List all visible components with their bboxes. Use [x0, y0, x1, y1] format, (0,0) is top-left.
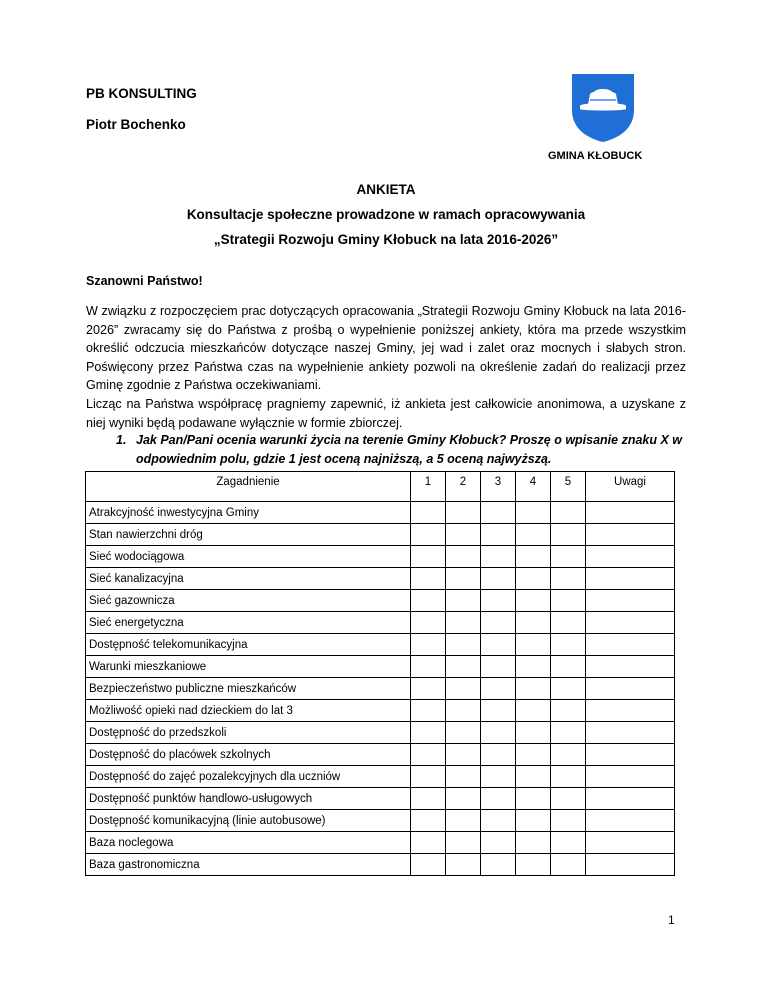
rating-table: [85, 471, 675, 876]
score-cell-1[interactable]: [411, 678, 446, 700]
row-topic: Baza gastronomiczna: [86, 854, 411, 876]
score-cell-3[interactable]: [481, 832, 516, 854]
table-row: [86, 810, 675, 832]
notes-cell[interactable]: [586, 568, 675, 590]
header-score-4: 4: [516, 472, 551, 502]
score-cell-5[interactable]: [551, 854, 586, 876]
notes-cell[interactable]: [586, 590, 675, 612]
notes-cell[interactable]: [586, 634, 675, 656]
municipality-name: GMINA KŁOBUCK: [548, 150, 643, 162]
score-cell-1[interactable]: [411, 700, 446, 722]
score-cell-3[interactable]: [481, 524, 516, 546]
score-cell-5[interactable]: [551, 612, 586, 634]
score-cell-1[interactable]: [411, 546, 446, 568]
score-cell-3[interactable]: [481, 502, 516, 524]
header-score-2: 2: [446, 472, 481, 502]
table-row: [86, 744, 675, 766]
score-cell-2[interactable]: [446, 612, 481, 634]
score-cell-2[interactable]: [446, 788, 481, 810]
score-cell-3[interactable]: [481, 678, 516, 700]
table-row: [86, 590, 675, 612]
score-cell-4[interactable]: [516, 546, 551, 568]
score-cell-1[interactable]: [411, 656, 446, 678]
score-cell-5[interactable]: [551, 524, 586, 546]
notes-cell[interactable]: [586, 502, 675, 524]
score-cell-2[interactable]: [446, 700, 481, 722]
score-cell-2[interactable]: [446, 524, 481, 546]
score-cell-2[interactable]: [446, 854, 481, 876]
row-topic: Dostępność do zajęć pozalekcyjnych dla uczniów: [86, 766, 411, 788]
question-number: 1.: [116, 433, 127, 447]
company-name: PB KONSULTING: [86, 86, 197, 101]
score-cell-4[interactable]: [516, 590, 551, 612]
score-cell-1[interactable]: [411, 568, 446, 590]
score-cell-2[interactable]: [446, 766, 481, 788]
table-row: [86, 854, 675, 876]
score-cell-4[interactable]: [516, 700, 551, 722]
score-cell-5[interactable]: [551, 832, 586, 854]
strategy-title: „Strategii Rozwoju Gminy Kłobuck na lata 2016-2026”: [213, 232, 559, 247]
table-row: [86, 634, 675, 656]
score-cell-3[interactable]: [481, 612, 516, 634]
score-cell-1[interactable]: [411, 854, 446, 876]
score-cell-4[interactable]: [516, 766, 551, 788]
score-cell-2[interactable]: [446, 678, 481, 700]
score-cell-3[interactable]: [481, 744, 516, 766]
row-topic: Dostępność do przedszkoli: [86, 722, 411, 744]
table-row: [86, 502, 675, 524]
score-cell-2[interactable]: [446, 832, 481, 854]
header-score-5: 5: [551, 472, 586, 502]
row-topic: Warunki mieszkaniowe: [86, 656, 411, 678]
score-cell-1[interactable]: [411, 744, 446, 766]
score-cell-3[interactable]: [481, 810, 516, 832]
header-topic: Zagadnienie: [86, 472, 411, 502]
header-notes: Uwagi: [586, 472, 675, 502]
score-cell-2[interactable]: [446, 634, 481, 656]
question-1: [116, 431, 686, 469]
score-cell-3[interactable]: [481, 590, 516, 612]
title-block: [86, 177, 686, 252]
score-cell-4[interactable]: [516, 744, 551, 766]
table-row: [86, 722, 675, 744]
question-text: Jak Pan/Pani ocenia warunki życia na terenie Gminy Kłobuck? Proszę o wpisanie znaku X w odpowiednim polu, gdzie 1 jest oceną najniższą, a 5 oceną najwyższą.: [136, 433, 683, 466]
table-row: [86, 612, 675, 634]
coat-of-arms-icon: [570, 72, 636, 144]
table-row: [86, 788, 675, 810]
table-row: [86, 832, 675, 854]
notes-cell[interactable]: [586, 788, 675, 810]
score-cell-4[interactable]: [516, 634, 551, 656]
score-cell-1[interactable]: [411, 766, 446, 788]
row-topic: Możliwość opieki nad dzieckiem do lat 3: [86, 700, 411, 722]
score-cell-5[interactable]: [551, 722, 586, 744]
notes-cell[interactable]: [586, 832, 675, 854]
score-cell-5[interactable]: [551, 502, 586, 524]
table-header-row: [86, 472, 675, 502]
score-cell-5[interactable]: [551, 678, 586, 700]
notes-cell[interactable]: [586, 766, 675, 788]
table-row: [86, 766, 675, 788]
score-cell-1[interactable]: [411, 788, 446, 810]
score-cell-4[interactable]: [516, 568, 551, 590]
score-cell-5[interactable]: [551, 590, 586, 612]
score-cell-2[interactable]: [446, 546, 481, 568]
notes-cell[interactable]: [586, 612, 675, 634]
score-cell-3[interactable]: [481, 700, 516, 722]
document-subtitle: Konsultacje społeczne prowadzone w ramach opracowywania: [186, 207, 586, 222]
row-topic: Baza noclegowa: [86, 832, 411, 854]
score-cell-3[interactable]: [481, 568, 516, 590]
greeting: Szanowni Państwo!: [86, 274, 203, 288]
score-cell-2[interactable]: [446, 502, 481, 524]
table-row: [86, 546, 675, 568]
row-topic: Dostępność do placówek szkolnych: [86, 744, 411, 766]
score-cell-2[interactable]: [446, 568, 481, 590]
score-cell-3[interactable]: [481, 788, 516, 810]
score-cell-1[interactable]: [411, 612, 446, 634]
row-topic: Sieć gazownicza: [86, 590, 411, 612]
score-cell-2[interactable]: [446, 744, 481, 766]
score-cell-1[interactable]: [411, 524, 446, 546]
table-row: [86, 568, 675, 590]
intro-paragraph: W związku z rozpoczęciem prac dotyczących opracowania „Strategii Rozwoju Gminy Kłobuck na lata 2016-2026” zwracamy się do Państwa z prośbą o wypełnienie poniższej ankiety, która ma przede wszystkim określić odczucia mieszkańców dotyczące naszej Gminy, jej wad i zalet oraz mocnych i słabych stron. Poświęcony przez Państwa czas na wypełnienie ankiety pozwoli na określenie zadań do realizacji przez Gminę zgodnie z Państwa oczekiwaniami.: [86, 304, 686, 393]
score-cell-2[interactable]: [446, 722, 481, 744]
table-row: [86, 678, 675, 700]
notes-cell[interactable]: [586, 524, 675, 546]
score-cell-1[interactable]: [411, 634, 446, 656]
table-row: [86, 700, 675, 722]
score-cell-4[interactable]: [516, 810, 551, 832]
score-cell-5[interactable]: [551, 656, 586, 678]
notes-cell[interactable]: [586, 854, 675, 876]
header-score-3: 3: [481, 472, 516, 502]
row-topic: Bezpieczeństwo publiczne mieszkańców: [86, 678, 411, 700]
score-cell-5[interactable]: [551, 568, 586, 590]
row-topic: Sieć wodociągowa: [86, 546, 411, 568]
score-cell-4[interactable]: [516, 854, 551, 876]
score-cell-4[interactable]: [516, 502, 551, 524]
score-cell-4[interactable]: [516, 524, 551, 546]
score-cell-3[interactable]: [481, 766, 516, 788]
score-cell-5[interactable]: [551, 634, 586, 656]
notes-cell[interactable]: [586, 810, 675, 832]
score-cell-2[interactable]: [446, 590, 481, 612]
score-cell-1[interactable]: [411, 722, 446, 744]
intro-text: [86, 302, 686, 432]
intro-paragraph: Licząc na Państwa współpracę pragniemy zapewnić, iż ankieta jest całkowicie anonimowa, a uzyskane z niej wyniki będą podawane wyłącznie w formie zbiorczej.: [86, 396, 686, 430]
row-topic: Sieć energetyczna: [86, 612, 411, 634]
notes-cell[interactable]: [586, 678, 675, 700]
table-row: [86, 656, 675, 678]
score-cell-1[interactable]: [411, 590, 446, 612]
score-cell-2[interactable]: [446, 810, 481, 832]
score-cell-5[interactable]: [551, 700, 586, 722]
score-cell-4[interactable]: [516, 832, 551, 854]
score-cell-4[interactable]: [516, 612, 551, 634]
score-cell-3[interactable]: [481, 634, 516, 656]
row-topic: Dostępność telekomunikacyjna: [86, 634, 411, 656]
score-cell-1[interactable]: [411, 832, 446, 854]
notes-cell[interactable]: [586, 700, 675, 722]
score-cell-3[interactable]: [481, 722, 516, 744]
score-cell-5[interactable]: [551, 546, 586, 568]
score-cell-5[interactable]: [551, 788, 586, 810]
notes-cell[interactable]: [586, 744, 675, 766]
page-number: 1: [668, 913, 675, 927]
score-cell-4[interactable]: [516, 722, 551, 744]
header-score-1: 1: [411, 472, 446, 502]
score-cell-4[interactable]: [516, 656, 551, 678]
score-cell-3[interactable]: [481, 546, 516, 568]
score-cell-1[interactable]: [411, 502, 446, 524]
score-cell-3[interactable]: [481, 656, 516, 678]
score-cell-4[interactable]: [516, 678, 551, 700]
row-topic: Stan nawierzchni dróg: [86, 524, 411, 546]
notes-cell[interactable]: [586, 546, 675, 568]
score-cell-4[interactable]: [516, 788, 551, 810]
score-cell-1[interactable]: [411, 810, 446, 832]
row-topic: Atrakcyjność inwestycyjna Gminy: [86, 502, 411, 524]
row-topic: Dostępność punktów handlowo-usługowych: [86, 788, 411, 810]
row-topic: Dostępność komunikacyjną (linie autobusowe): [86, 810, 411, 832]
score-cell-5[interactable]: [551, 766, 586, 788]
document-title: ANKIETA: [356, 182, 416, 197]
score-cell-5[interactable]: [551, 744, 586, 766]
score-cell-2[interactable]: [446, 656, 481, 678]
score-cell-3[interactable]: [481, 854, 516, 876]
notes-cell[interactable]: [586, 656, 675, 678]
notes-cell[interactable]: [586, 722, 675, 744]
author-name: Piotr Bochenko: [86, 117, 186, 132]
table-row: [86, 524, 675, 546]
row-topic: Sieć kanalizacyjna: [86, 568, 411, 590]
score-cell-5[interactable]: [551, 810, 586, 832]
